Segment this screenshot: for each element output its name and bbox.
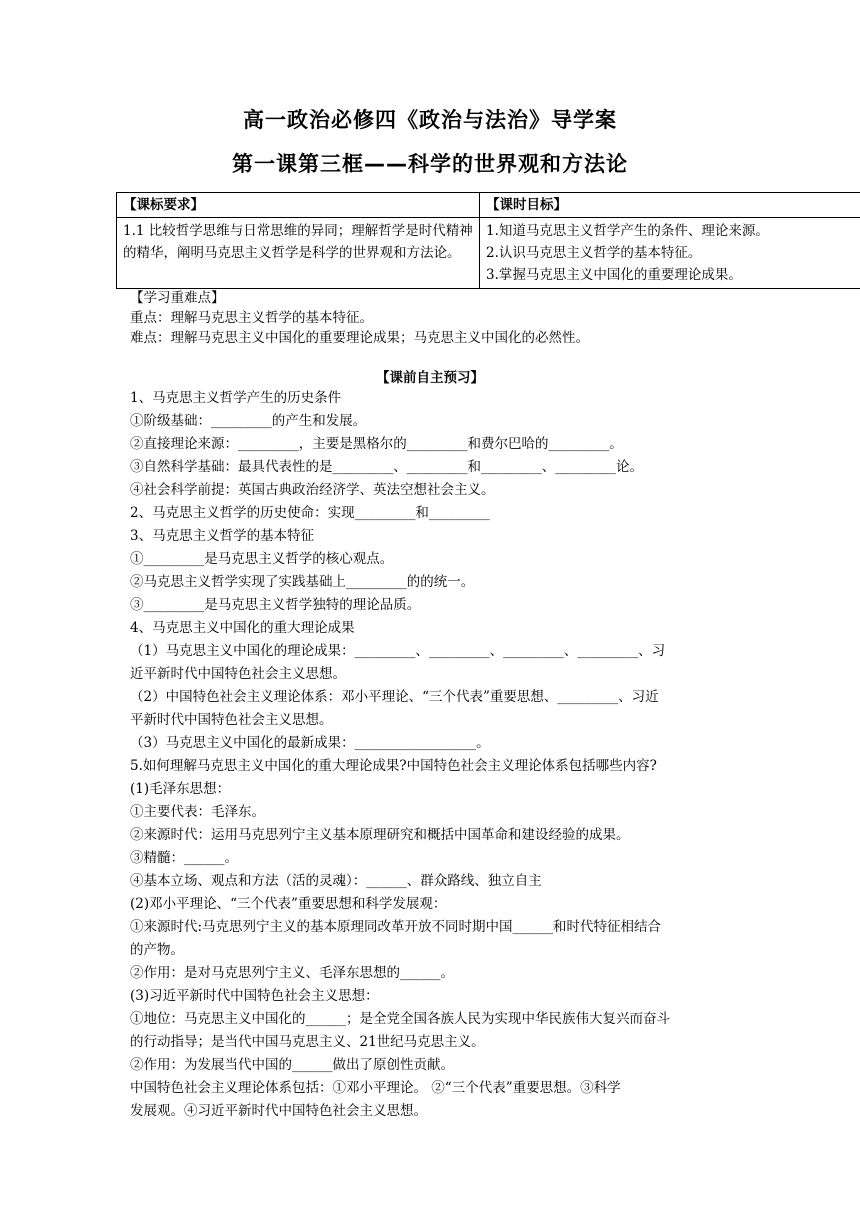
text-line: ①_________是马克思主义哲学的核心观点。: [130, 551, 394, 567]
page-subtitle: 第一课第三框——科学的世界观和方法论: [232, 152, 628, 176]
text-line: 2、马克思主义哲学的历史使命：实现_________和_________: [130, 505, 490, 521]
text-line: 1、马克思主义哲学产生的历史条件: [130, 390, 342, 406]
text-line: (1)毛泽东思想：: [130, 781, 231, 797]
table-header-row: [117, 193, 860, 218]
text-line: 中国特色社会主义理论体系包括：①邓小平理论。 ②“三个代表”重要思想。③科学: [130, 1080, 621, 1096]
list-item: 1.知道马克思主义哲学产生的条件、理论来源。: [486, 223, 769, 239]
text-line: ③自然科学基础：最具代表性的是_________、_________和_________、_________论。: [130, 459, 643, 475]
curriculum-requirement-text: 1.1 比较哲学思维与日常思维的异同；理解哲学是时代精神的精华，阐明马克思主义哲学是科学的世界观和方法论。: [117, 218, 480, 289]
text-line: 4、马克思主义中国化的重大理论成果: [130, 620, 355, 636]
goals-table: [116, 192, 860, 289]
text-line: 的产物。: [130, 942, 184, 958]
text-line: ①主要代表：毛泽东。: [130, 804, 265, 820]
text-line: ②直接理论来源：_________，主要是黑格尔的_________和费尔巴哈的_________。: [130, 436, 623, 452]
text-line: ②作用：是对马克思列宁主义、毛泽东思想的______。: [130, 965, 454, 981]
difficulty-line: 难点：理解马克思主义中国化的重要理论成果；马克思主义中国化的必然性。: [130, 330, 589, 346]
text-line: ①来源时代:马克思列宁主义的基本原理同改革开放不同时期中国______和时代特征相结合: [130, 919, 662, 935]
key-difficulty-heading: 【学习重难点】: [130, 290, 225, 306]
preview-section-heading: 【课前自主预习】: [376, 370, 484, 386]
table-row: [117, 218, 860, 289]
text-line: ③_________是马克思主义哲学独特的理论品质。: [130, 597, 421, 613]
text-line: 发展观。④习近平新时代中国特色社会主义思想。: [130, 1103, 427, 1119]
key-point-line: 重点：理解马克思主义哲学的基本特征。: [130, 310, 373, 326]
text-line: (3)习近平新时代中国特色社会主义思想：: [130, 988, 379, 1004]
text-line: ④基本立场、观点和方法（活的灵魂）：______、群众路线、独立自主: [130, 873, 542, 889]
text-line: 平新时代中国特色社会主义思想。: [130, 712, 333, 728]
text-line: (2)邓小平理论、“三个代表”重要思想和科学发展观：: [130, 896, 447, 912]
text-line: ②作用：为发展当代中国的______做出了原创性贡献。: [130, 1057, 454, 1073]
text-line: ②马克思主义哲学实现了实践基础上_________的的统一。: [130, 574, 475, 590]
text-line: ①阶级基础：_________的产生和发展。: [130, 413, 367, 429]
lesson-objective-list: [480, 218, 860, 289]
text-line: 5.如何理解马克思主义中国化的重大理论成果?中国特色社会主义理论体系包括哪些内容?: [130, 758, 657, 774]
text-line: 近平新时代中国特色社会主义思想。: [130, 666, 346, 682]
text-line: ③精髓：______。: [130, 850, 238, 866]
text-line: ④社会科学前提：英国古典政治经济学、英法空想社会主义。: [130, 482, 495, 498]
list-item: 3.掌握马克思主义中国化的重要理论成果。: [486, 267, 742, 283]
text-line: ②来源时代：运用马克思列宁主义基本原理研究和概括中国革命和建设经验的成果。: [130, 827, 630, 843]
text-line: （3）马克思主义中国化的最新成果：__________________。: [130, 735, 490, 751]
page-title: 高一政治必修四《政治与法治》导学案: [243, 108, 617, 132]
text-line: （1）马克思主义中国化的理论成果：_________、_________、_________、_________、习: [130, 643, 666, 659]
lesson-objective-header: 【课时目标】: [480, 193, 860, 218]
curriculum-requirement-header: 【课标要求】: [117, 193, 480, 218]
text-line: 的行动指导；是当代中国马克思主义、21世纪马克思主义。: [130, 1034, 485, 1050]
text-line: （2）中国特色社会主义理论体系：邓小平理论、“三个代表”重要思想、_________、习近: [130, 689, 659, 705]
text-line: ①地位：马克思主义中国化的______；是全党全国各族人民为实现中华民族伟大复兴而奋斗: [130, 1011, 670, 1027]
text-line: 3、马克思主义哲学的基本特征: [130, 528, 315, 544]
list-item: 2.认识马克思主义哲学的基本特征。: [486, 245, 702, 261]
